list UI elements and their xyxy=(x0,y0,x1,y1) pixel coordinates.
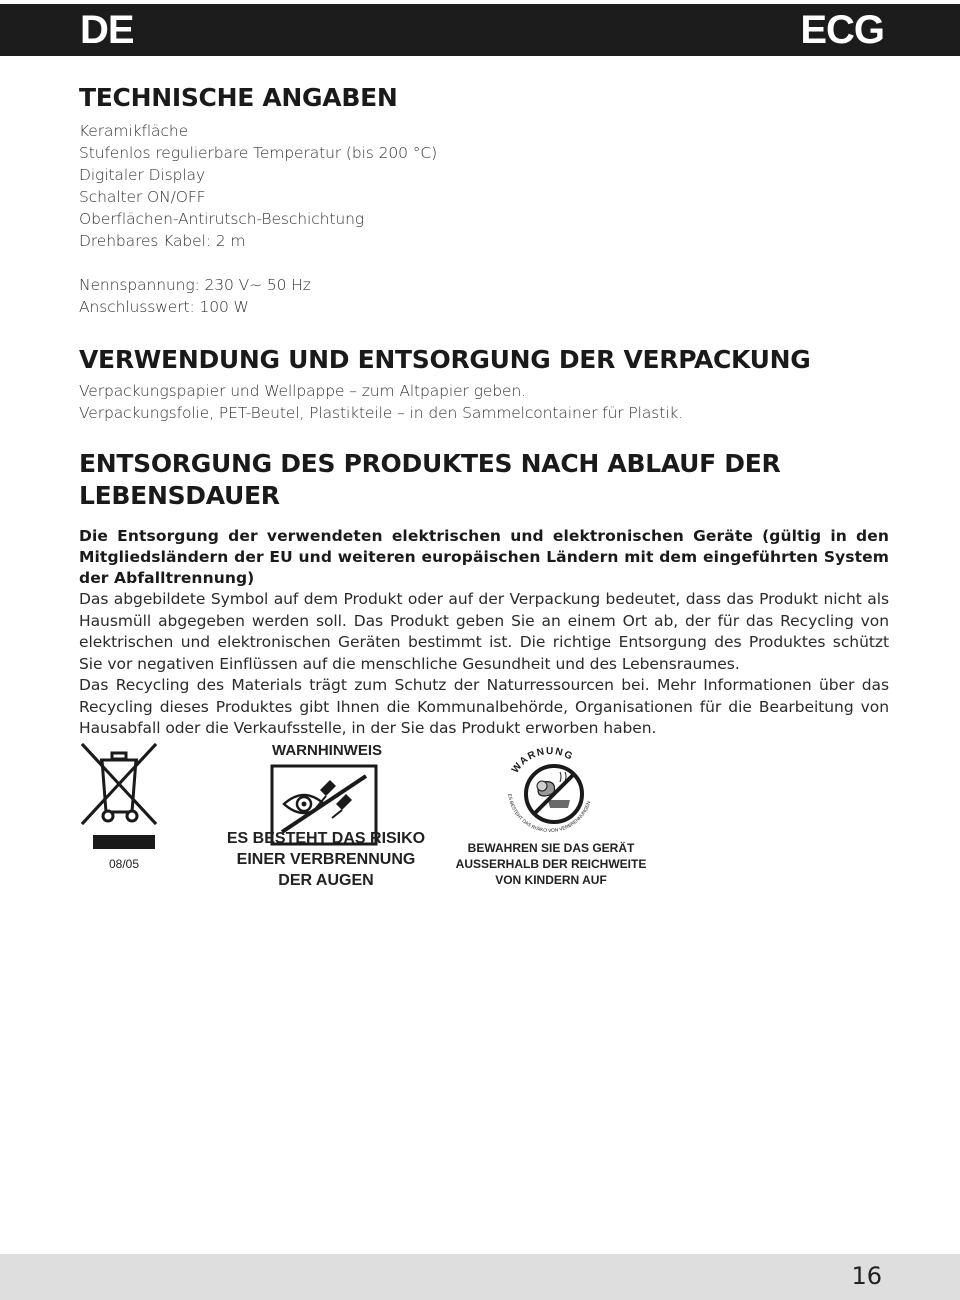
packaging-paper-line: Verpackungspapier und Wellpappe – zum Altpapier geben. xyxy=(79,382,526,400)
technical-specs-section xyxy=(79,82,889,318)
eye-warning-caption: ES BESTEHT DAS RISIKO EINER VERBRENNUNG DER AUGEN xyxy=(226,830,426,889)
packaging-plastic-line: Verpackungsfolie, PET-Beutel, Plastikteile – in den Sammelcontainer für Plastik. xyxy=(79,404,684,422)
disposal-section xyxy=(79,448,889,740)
feature-list xyxy=(79,120,889,252)
disposal-intro: Die Entsorgung der verwendeten elektrischen und elektronischen Geräte (gültig in den Mitgliedsländern der EU und weiteren europäischen Ländern mit dem eingeführten System der Abfalltrennung) xyxy=(79,527,889,587)
feature-item: Schalter ON/OFF xyxy=(79,188,206,206)
section-title-disposal: ENTSORGUNG DES PRODUKTES NACH ABLAUF DER LEBENSDAUER xyxy=(79,449,781,510)
crossed-bin-icon xyxy=(78,740,160,830)
rated-voltage: Nennspannung: 230 V~ 50 Hz xyxy=(79,276,311,294)
feature-item: Keramikfläche xyxy=(79,122,189,140)
feature-item: Oberflächen-Antirutsch-Beschichtung xyxy=(79,210,364,228)
rated-power: Anschlusswert: 100 W xyxy=(79,298,249,316)
feature-item: Stufenlos regulierbare Temperatur (bis 200 °C) xyxy=(79,144,438,162)
child-burn-warning-icon xyxy=(498,740,602,844)
footer-bar xyxy=(0,1254,960,1300)
child-warning-caption: BEWAHREN SIE DAS GERÄT AUSSERHALB DER REICHWEITE VON KINDERN AUF xyxy=(455,841,647,887)
feature-item: Digitaler Display xyxy=(79,166,206,184)
section-title-technical: TECHNISCHE ANGABEN xyxy=(79,83,398,112)
warning-symbols-row xyxy=(0,730,960,900)
section-title-packaging: VERWENDUNG UND ENTSORGUNG DER VERPACKUNG xyxy=(79,345,811,374)
weee-black-bar xyxy=(93,835,155,849)
header-top-margin xyxy=(0,0,960,4)
arc-label-bottom: ES BESTEHT DAS RISIKO VON VERBRENNUNGEN xyxy=(506,793,593,835)
disposal-paragraph-2: Das Recycling des Materials trägt zum Schutz der Naturressourcen bei. Mehr Informationen über das Recycling dieses Produktes gibt Ihnen die Kommunalbehörde, Organisationen für die Bearbeitung von Hausabfall oder die Verkaufsstelle, in der Sie das Produkt erworben haben. xyxy=(79,676,889,737)
page-content xyxy=(79,82,889,740)
warning-title: WARNHINWEIS xyxy=(272,742,382,759)
packaging-section xyxy=(79,344,889,424)
page-number: 16 xyxy=(851,1262,882,1290)
disposal-paragraph-1: Das abgebildete Symbol auf dem Produkt oder auf der Verpackung bedeutet, dass das Produkt nicht als Hausmüll abgegeben werden soll. Das Produkt geben Sie an einem Ort ab, der für das Recycling von elektrischen und elektronischen Geräten bestimmt ist. Die richtige Entsorgung des Produktes schützt Sie vor negativen Einflüssen auf die menschliche Gesundheit und des Lebensraumes. xyxy=(79,590,889,673)
weee-date: 08/05 xyxy=(108,857,140,871)
language-code: DE xyxy=(80,8,134,52)
feature-item: Drehbares Kabel: 2 m xyxy=(79,232,246,250)
arc-label-top: WARNUNG xyxy=(509,745,576,776)
brand-logo: ECG xyxy=(800,8,884,52)
